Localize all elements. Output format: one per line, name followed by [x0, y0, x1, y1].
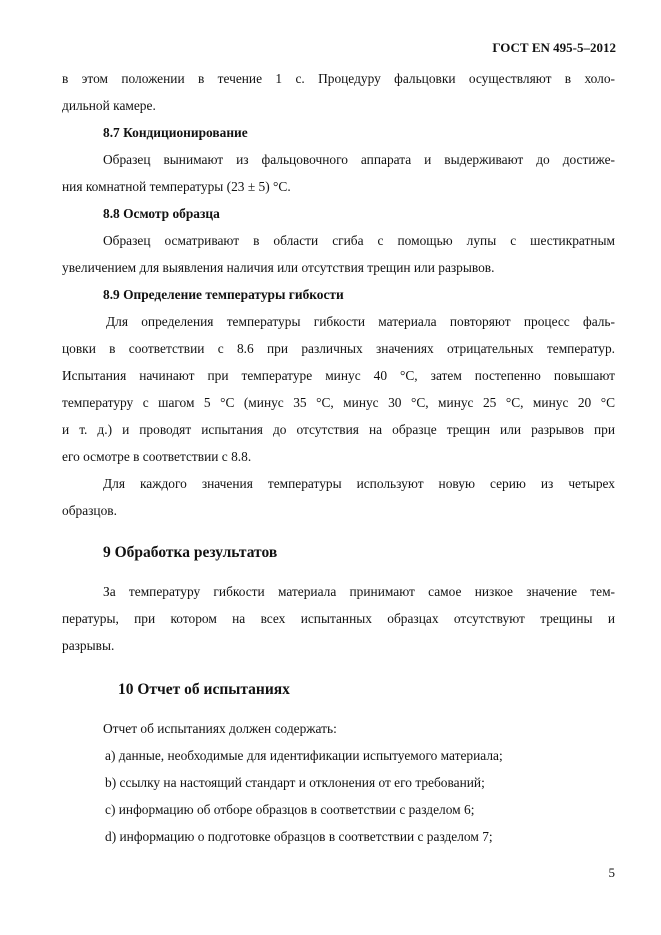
- paragraph-line: образцов.: [62, 503, 117, 518]
- section-heading-8-8: 8.8 Осмотр образца: [103, 206, 220, 221]
- paragraph-line: Отчет об испытаниях должен содержать:: [103, 721, 337, 736]
- section-heading-8-9: 8.9 Определение температуры гибкости: [103, 287, 344, 302]
- paragraph-line: в этом положении в течение 1 с. Процедуру фальцовки осуществляют в холо-: [62, 71, 615, 86]
- paragraph-line: Образец осматривают в области сгиба с помощью лупы с шестикратным: [103, 233, 615, 248]
- paragraph-line: его осмотре в соответствии с 8.8.: [62, 449, 252, 464]
- paragraph-line: и т. д.) и проводят испытания до отсутствия на образце трещин или разрывов при: [62, 422, 615, 437]
- section-heading-8-7: 8.7 Кондиционирование: [103, 125, 248, 140]
- paragraph-line: ния комнатной температуры (23 ± 5) °С.: [62, 179, 291, 194]
- list-item-a: a) данные, необходимые для идентификации испытуемого материала;: [105, 748, 503, 763]
- paragraph-line: дильной камере.: [62, 98, 156, 113]
- paragraph-line: Образец вынимают из фальцовочного аппарата и выдерживают до достиже-: [103, 152, 615, 167]
- list-item-b: b) ссылку на настоящий стандарт и отклонения от его требований;: [105, 775, 485, 790]
- paragraph-line: температуру с шагом 5 °С (минус 35 °С, минус 30 °С, минус 25 °С, минус 20 °С: [62, 395, 615, 410]
- section-heading-9: 9 Обработка результатов: [103, 544, 278, 561]
- paragraph-line: Для каждого значения температуры используют новую серию из четырех: [103, 476, 615, 491]
- paragraph-line: Испытания начинают при температуре минус 40 °С, затем постепенно повышают: [62, 368, 615, 383]
- paragraph-line: пературы, при котором на всех испытанных образцах отсутствуют трещины и: [62, 611, 615, 626]
- list-item-c: c) информацию об отборе образцов в соответствии с разделом 6;: [105, 802, 475, 817]
- document-code-header: ГОСТ EN 495-5–2012: [492, 40, 616, 55]
- page-number: 5: [608, 865, 615, 880]
- paragraph-line: За температуру гибкости материала принимают самое низкое значение тем-: [103, 584, 615, 599]
- paragraph-line: увеличением для выявления наличия или отсутствия трещин или разрывов.: [62, 260, 495, 275]
- section-heading-10: 10 Отчет об испытаниях: [118, 681, 290, 698]
- paragraph-line: Для определения температуры гибкости материала повторяют процесс фаль-: [106, 314, 615, 329]
- paragraph-line: цовки в соответствии с 8.6 при различных значениях отрицательных температур.: [62, 341, 615, 356]
- paragraph-line: разрывы.: [62, 638, 115, 653]
- list-item-d: d) информацию о подготовке образцов в соответствии с разделом 7;: [105, 829, 493, 844]
